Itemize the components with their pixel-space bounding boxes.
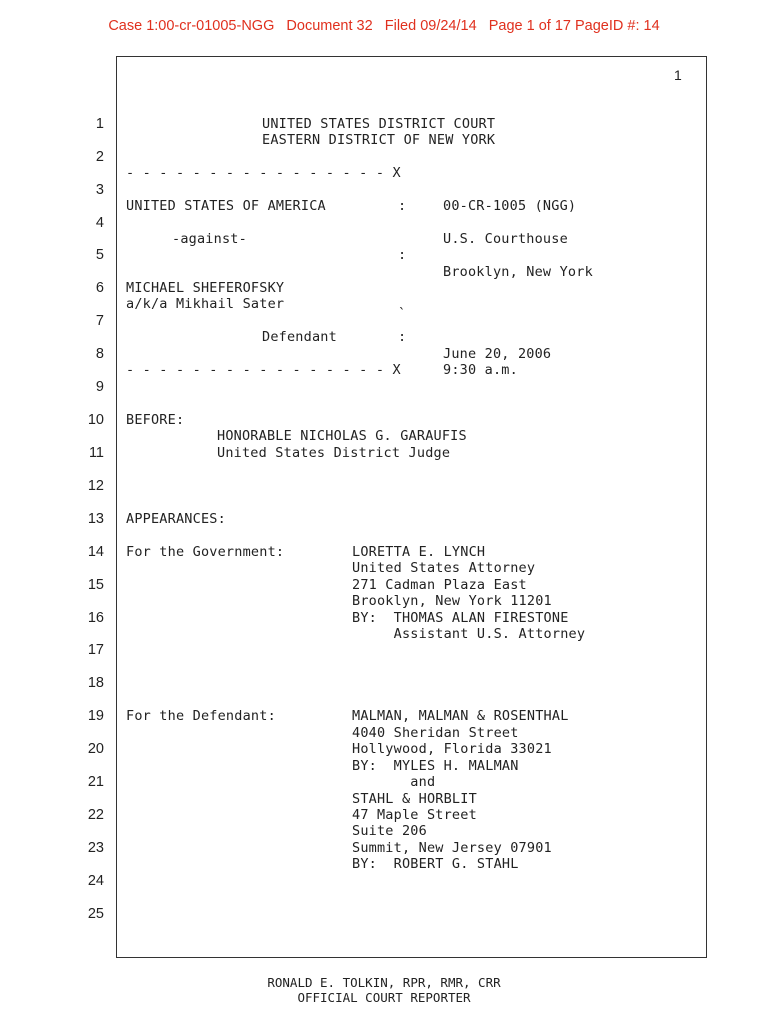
court-reporter-name: RONALD E. TOLKIN, RPR, RMR, CRR (267, 975, 501, 990)
before-label: BEFORE: (126, 412, 185, 428)
line-number: 7 (95, 313, 104, 329)
defendant-appearance-line: BY: MYLES H. MALMAN (352, 758, 519, 774)
caption-dash-line-bottom: - - - - - - - - - - - - - - - - X (126, 362, 401, 378)
judge-name: HONORABLE NICHOLAS G. GARAUFIS (217, 428, 467, 444)
line-number: 8 (95, 346, 104, 362)
line-number: 22 (87, 807, 104, 823)
line-number: 21 (87, 774, 104, 790)
line-number: 3 (95, 182, 104, 198)
judge-title: United States District Judge (217, 445, 451, 461)
government-appearance-line: United States Attorney (352, 560, 536, 576)
caption-colon: : (398, 198, 407, 214)
line-number: 5 (95, 247, 104, 263)
line-number: 19 (87, 708, 104, 724)
line-number: 2 (95, 149, 104, 165)
government-appearance-line: 271 Cadman Plaza East (352, 577, 527, 593)
appearances-label: APPEARANCES: (126, 511, 226, 527)
line-number: 13 (87, 511, 104, 527)
line-number: 17 (87, 642, 104, 658)
courthouse-city: Brooklyn, New York (443, 264, 593, 280)
line-number: 16 (87, 610, 104, 626)
hearing-date: June 20, 2006 (443, 346, 552, 362)
case-header: Case 1:00-cr-01005-NGG Document 32 Filed 09/24/14 Page 1 of 17 PageID #: 14 (108, 18, 660, 34)
hearing-time: 9:30 a.m. (443, 362, 518, 378)
caption-tick: ` (398, 306, 407, 322)
line-number: 24 (87, 873, 104, 889)
caption-colon: : (398, 329, 407, 345)
court-reporter-title: OFFICIAL COURT REPORTER (297, 990, 471, 1005)
line-number: 20 (87, 741, 104, 757)
defendant-appearance-line: Summit, New Jersey 07901 (352, 840, 552, 856)
line-number: 15 (87, 577, 104, 593)
defendant-appearance-line: BY: ROBERT G. STAHL (352, 856, 519, 872)
court-name: UNITED STATES DISTRICT COURT (262, 116, 496, 132)
line-number: 6 (95, 280, 104, 296)
defendant-appearance-line: STAHL & HORBLIT (352, 791, 477, 807)
government-appearance-line: Brooklyn, New York 11201 (352, 593, 552, 609)
line-number: 23 (87, 840, 104, 856)
defendant-counsel-label: For the Defendant: (126, 708, 276, 724)
defendant-appearance-line: MALMAN, MALMAN & ROSENTHAL (352, 708, 569, 724)
caption-colon: : (398, 247, 407, 263)
line-number: 4 (95, 215, 104, 231)
defendant-aka: a/k/a Mikhail Sater (126, 296, 285, 312)
line-number: 1 (95, 116, 104, 132)
court-district: EASTERN DISTRICT OF NEW YORK (262, 132, 496, 148)
defendant-appearance-line: 47 Maple Street (352, 807, 477, 823)
line-number: 9 (95, 379, 104, 395)
defendant-appearance-line: Hollywood, Florida 33021 (352, 741, 552, 757)
caption-dash-line-top: - - - - - - - - - - - - - - - - X (126, 165, 401, 181)
line-number: 14 (87, 544, 104, 560)
defendant-appearance-line: Suite 206 (352, 823, 427, 839)
line-number: 12 (87, 478, 104, 494)
case-number: 00-CR-1005 (NGG) (443, 198, 577, 214)
line-number: 18 (87, 675, 104, 691)
government-appearance-line: BY: THOMAS ALAN FIRESTONE (352, 610, 569, 626)
plaintiff-name: UNITED STATES OF AMERICA (126, 198, 326, 214)
government-appearance-line: LORETTA E. LYNCH (352, 544, 486, 560)
defendant-appearance-line: and (352, 774, 436, 790)
government-label: For the Government: (126, 544, 285, 560)
line-number: 10 (87, 412, 104, 428)
defendant-label: Defendant (262, 329, 337, 345)
page-number: 1 (674, 67, 682, 83)
line-number: 25 (87, 906, 104, 922)
defendant-name: MICHAEL SHEFEROFSKY (126, 280, 285, 296)
courthouse-location: U.S. Courthouse (443, 231, 568, 247)
defendant-appearance-line: 4040 Sheridan Street (352, 725, 519, 741)
against-label: -against- (172, 231, 247, 247)
line-number: 11 (88, 445, 104, 461)
government-appearance-line: Assistant U.S. Attorney (352, 626, 586, 642)
